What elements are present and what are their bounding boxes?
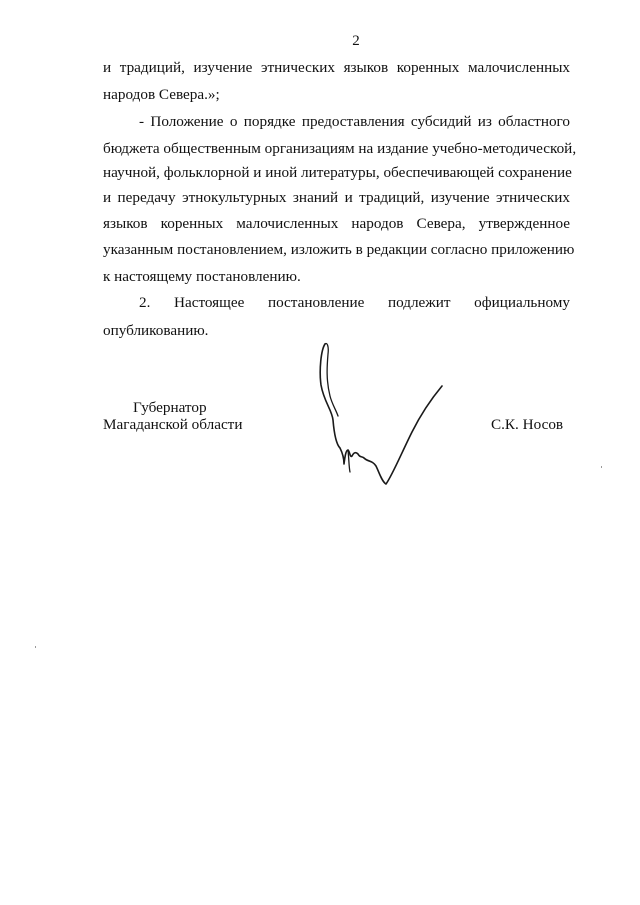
- signatory-position-line1: Губернатор: [133, 399, 207, 416]
- page-number: 2: [352, 33, 360, 49]
- body-line: научной, фольклорной и иной литературы, обеспечивающей сохранение: [103, 164, 572, 181]
- body-line: бюджета общественным организациям на издание учебно-методической,: [103, 140, 577, 157]
- body-line: к настоящему постановлению.: [103, 268, 301, 285]
- signatory-position-line2: Магаданской области: [103, 416, 243, 433]
- body-line: - Положение о порядке предоставления субсидий из областного: [139, 113, 570, 130]
- body-line: 2. Настоящее постановление подлежит официальному: [139, 294, 570, 311]
- signatory-name: С.К. Носов: [491, 416, 564, 433]
- scan-speck: [601, 466, 602, 468]
- scan-speck: [35, 646, 36, 648]
- body-line: указанным постановлением, изложить в редакции согласно приложению: [103, 241, 575, 258]
- handwritten-signature: [316, 340, 446, 490]
- body-line: народов Севера.»;: [103, 86, 220, 103]
- body-line: и традиций, изучение этнических языков коренных малочисленных: [103, 59, 570, 76]
- body-line: и передачу этнокультурных знаний и традиций, изучение этнических: [103, 189, 570, 206]
- body-line: опубликованию.: [103, 322, 209, 339]
- body-line: языков коренных малочисленных народов Севера, утвержденное: [103, 215, 570, 232]
